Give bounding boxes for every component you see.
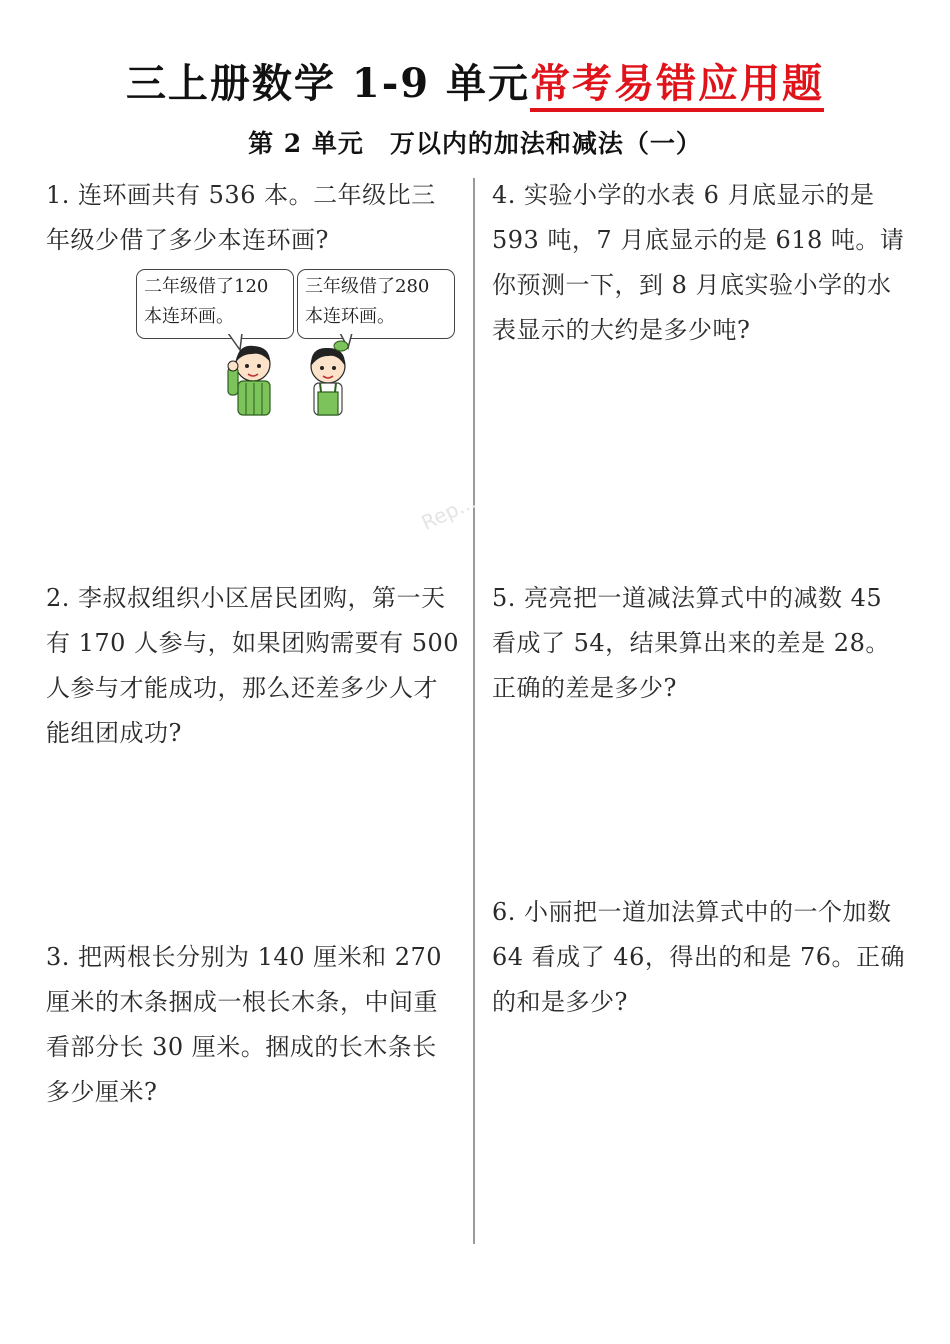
girl-cartoon-icon bbox=[311, 341, 348, 415]
boy-cartoon-icon bbox=[228, 346, 270, 415]
question-5: 5. 亮亮把一道减法算式中的减数 45 看成了 54，结果算出来的差是 28。正确的差是多少? bbox=[492, 584, 890, 702]
page-title bbox=[0, 56, 950, 112]
watermark: Rep... bbox=[417, 489, 480, 535]
speech-bubble-grade3: 三年级借了280本连环画。 bbox=[297, 269, 455, 339]
question-4: 4. 实验小学的水表 6 月底显示的是 593 吨，7 月底显示的是 618 吨。请你预测一下，到 8 月底实验小学的水表显示的大约是多少吨? bbox=[492, 181, 905, 344]
unit-subtitle bbox=[0, 126, 950, 162]
unit-number: 第 2 单元 bbox=[248, 129, 364, 158]
title-highlight: 常考易错应用题 bbox=[530, 60, 824, 112]
column-divider bbox=[473, 178, 475, 1244]
speech-bubble-grade2: 二年级借了120本连环画。 bbox=[136, 269, 294, 339]
question-2: 2. 李叔叔组织小区居民团购，第一天有 170 人参与，如果团购需要有 500 人参与才能成功，那么还差多少人才能组团成功? bbox=[46, 584, 460, 747]
unit-topic: 万以内的加法和减法（一） bbox=[389, 129, 702, 158]
title-main: 三上册数学 1-9 单元 bbox=[125, 60, 531, 107]
question-3: 3. 把两根长分别为 140 厘米和 270 厘米的木条捆成一根长木条，中间重看部分长 30 厘米。捆成的长木条长多少厘米? bbox=[46, 943, 443, 1106]
kids-illustration bbox=[200, 320, 360, 425]
question-1: 1. 连环画共有 536 本。二年级比三年级少借了多少本连环画? bbox=[46, 181, 436, 254]
question-6: 6. 小丽把一道加法算式中的一个加数 64 看成了 46，得出的和是 76。正确的和是多少? bbox=[492, 898, 906, 1016]
